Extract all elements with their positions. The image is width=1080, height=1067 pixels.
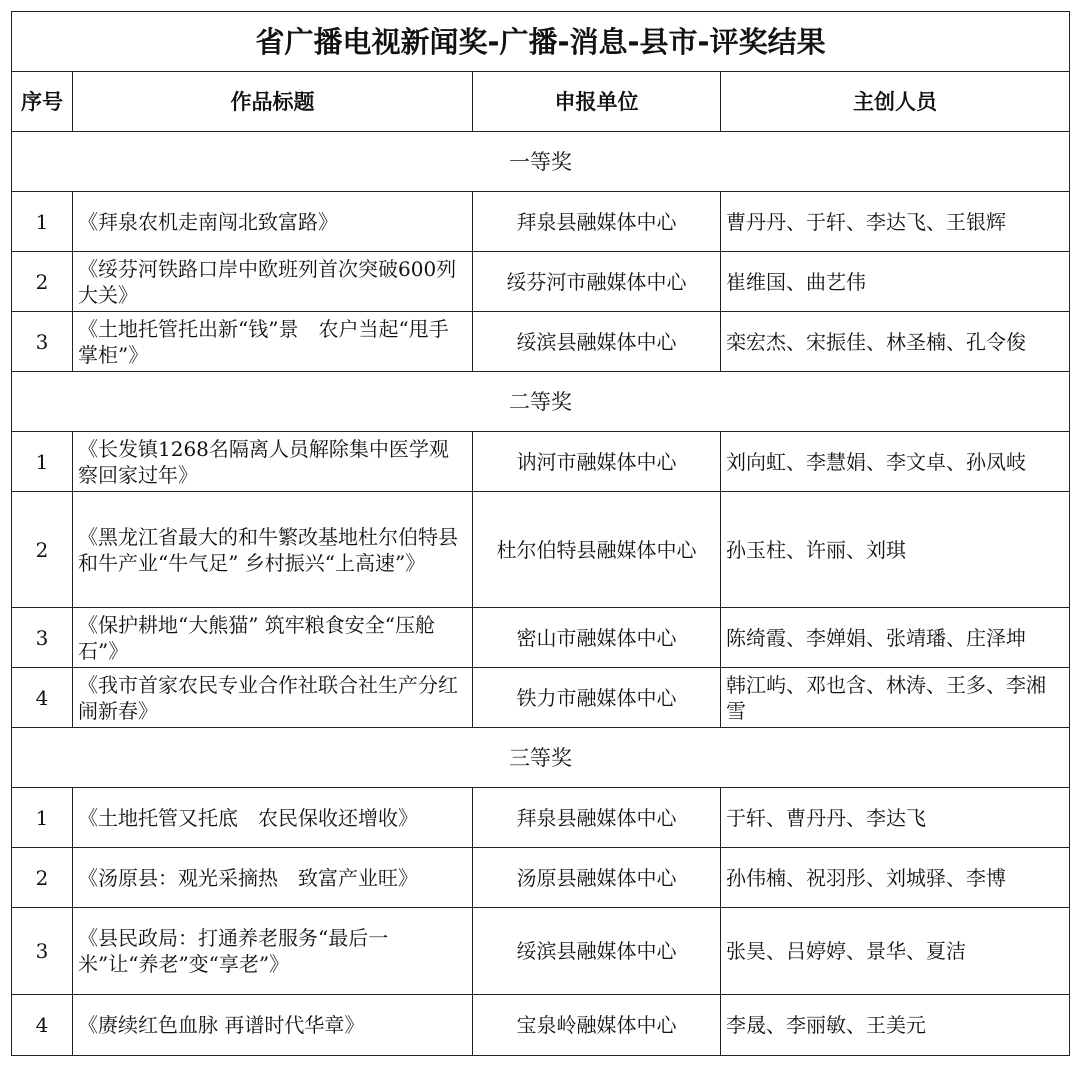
row-people: 崔维国、曲艺伟	[721, 252, 1070, 312]
row-unit: 汤原县融媒体中心	[473, 848, 721, 908]
row-unit: 绥滨县融媒体中心	[473, 312, 721, 372]
table-row	[12, 192, 1070, 252]
section-second-prize: 二等奖	[12, 372, 1070, 432]
table-row	[12, 312, 1070, 372]
row-num: 2	[12, 252, 73, 312]
row-unit: 拜泉县融媒体中心	[473, 192, 721, 252]
row-people: 陈绮霞、李婵娟、张靖璠、庄泽坤	[721, 608, 1070, 668]
row-people: 于轩、曹丹丹、李达飞	[721, 788, 1070, 848]
row-unit: 拜泉县融媒体中心	[473, 788, 721, 848]
row-num: 1	[12, 192, 73, 252]
row-people: 李晟、李丽敏、王美元	[721, 995, 1070, 1056]
results-table	[11, 11, 1070, 1056]
row-people: 曹丹丹、于轩、李达飞、王银辉	[721, 192, 1070, 252]
row-unit: 杜尔伯特县融媒体中心	[473, 492, 721, 608]
row-title: 《县民政局：打通养老服务“最后一米”让“养老”变“享老”》	[73, 908, 473, 995]
section-row	[12, 728, 1070, 788]
table-row	[12, 848, 1070, 908]
table-row	[12, 908, 1070, 995]
row-people: 张昊、吕婷婷、景华、夏洁	[721, 908, 1070, 995]
row-unit: 绥芬河市融媒体中心	[473, 252, 721, 312]
row-title: 《拜泉农机走南闯北致富路》	[73, 192, 473, 252]
row-num: 2	[12, 848, 73, 908]
row-num: 3	[12, 608, 73, 668]
section-row	[12, 132, 1070, 192]
title-row	[12, 12, 1070, 72]
row-unit: 铁力市融媒体中心	[473, 668, 721, 728]
row-title: 《保护耕地“大熊猫” 筑牢粮食安全“压舱石”》	[73, 608, 473, 668]
row-unit: 绥滨县融媒体中心	[473, 908, 721, 995]
section-first-prize: 一等奖	[12, 132, 1070, 192]
row-title: 《我市首家农民专业合作社联合社生产分红闹新春》	[73, 668, 473, 728]
header-row	[12, 72, 1070, 132]
row-unit: 宝泉岭融媒体中心	[473, 995, 721, 1056]
row-num: 2	[12, 492, 73, 608]
row-unit: 讷河市融媒体中心	[473, 432, 721, 492]
row-num: 1	[12, 788, 73, 848]
section-third-prize: 三等奖	[12, 728, 1070, 788]
table-row	[12, 432, 1070, 492]
row-people: 栾宏杰、宋振佳、林圣楠、孔令俊	[721, 312, 1070, 372]
row-num: 4	[12, 995, 73, 1056]
header-unit: 申报单位	[473, 72, 721, 132]
table-row	[12, 668, 1070, 728]
row-title: 《黑龙江省最大的和牛繁改基地杜尔伯特县 和牛产业“牛气足” 乡村振兴“上高速”》	[73, 492, 473, 608]
row-title: 《绥芬河铁路口岸中欧班列首次突破600列大关》	[73, 252, 473, 312]
table-row	[12, 788, 1070, 848]
header-title: 作品标题	[73, 72, 473, 132]
table-row	[12, 995, 1070, 1056]
row-people: 孙玉柱、许丽、刘琪	[721, 492, 1070, 608]
row-num: 3	[12, 312, 73, 372]
row-people: 刘向虹、李慧娟、李文卓、孙凤岐	[721, 432, 1070, 492]
row-num: 1	[12, 432, 73, 492]
row-title: 《赓续红色血脉 再谱时代华章》	[73, 995, 473, 1056]
table-row	[12, 608, 1070, 668]
row-title: 《土地托管又托底 农民保收还增收》	[73, 788, 473, 848]
row-people: 孙伟楠、祝羽彤、刘城驿、李博	[721, 848, 1070, 908]
row-num: 4	[12, 668, 73, 728]
row-unit: 密山市融媒体中心	[473, 608, 721, 668]
row-title: 《土地托管托出新“钱”景 农户当起“甩手掌柜”》	[73, 312, 473, 372]
row-title: 《长发镇1268名隔离人员解除集中医学观察回家过年》	[73, 432, 473, 492]
header-num: 序号	[12, 72, 73, 132]
row-title: 《汤原县：观光采摘热 致富产业旺》	[73, 848, 473, 908]
row-people: 韩江屿、邓也含、林涛、王多、李湘雪	[721, 668, 1070, 728]
header-people: 主创人员	[721, 72, 1070, 132]
page-title: 省广播电视新闻奖-广播-消息-县市-评奖结果	[12, 12, 1070, 72]
table-row	[12, 252, 1070, 312]
row-num: 3	[12, 908, 73, 995]
section-row	[12, 372, 1070, 432]
table-row	[12, 492, 1070, 608]
